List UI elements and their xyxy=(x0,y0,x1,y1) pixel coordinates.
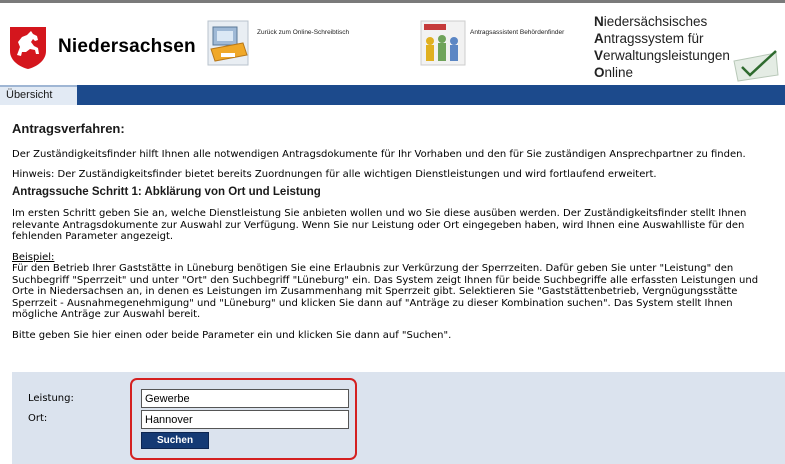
search-button[interactable]: Suchen xyxy=(141,432,209,449)
online-desk-link[interactable] xyxy=(207,19,349,67)
brand-line: iedersächsisches xyxy=(603,14,708,29)
prompt-text: Bitte geben Sie hier einen oder beide Parameter ein und klicken Sie dann auf "Suchen". xyxy=(12,329,452,341)
step-text: Im ersten Schritt geben Sie an, welche Dienstleistung Sie anbieten wollen und wo Sie diese ausüben werden. Der Zuständigkeitsfinder stellt Ihnen relevante Antragsdokumente zur Auswahl zur Verfügung. Wenn Sie nur Leistung oder Ort eingegeben haben, wird Ihnen eine Auswahlliste für den fehlenden Parameter angezeigt. xyxy=(12,208,747,242)
logo-text: Niedersachsen xyxy=(58,36,196,57)
leistung-input[interactable] xyxy=(141,389,349,408)
checkmark-icon xyxy=(728,49,782,83)
page-title: Antragsverfahren: xyxy=(12,121,125,136)
header xyxy=(0,3,785,83)
brand-line: erwaltungsleistungen xyxy=(603,48,730,63)
example-text: Für den Betrieb Ihrer Gaststätte in Lüneburg benötigen Sie eine Erlaubnis zur Verkürzung der Sperrzeiten. Dafür geben Sie unter "Leistung" den Suchbegriff "Sperrzeit" und unter "Ort" den Suchbegriff "Lüneburg" ein. Das System zeigt Ihnen für beide Suchbegriffe alle erfassten Leistungen und Orte in Niedersachsen an, in denen es Leistungen im Zusammenhang mit Sperrzeit gibt. Selektieren Sie "Gaststättenbetrieb, Vergnügungsstätte Sperrzeit - Ausnahmegenehmigung" und "Lüneburg" und klicken Sie dann auf "Anträge zu dieser Kombination suchen". Das System stellt Ihnen mögliche Anträge zur Auswahl bereit. xyxy=(12,263,759,320)
system-brand xyxy=(594,13,730,81)
main-content xyxy=(12,123,777,350)
brand-initial: O xyxy=(594,65,605,80)
nav-bar xyxy=(0,85,785,105)
online-desk-label: Zurück zum Online-Schreibtisch xyxy=(257,29,350,36)
brand-initial: V xyxy=(594,48,604,63)
example-title: Beispiel: xyxy=(12,251,55,263)
horse-crest-icon xyxy=(8,25,48,69)
online-desk-icon xyxy=(207,19,249,67)
search-form-panel xyxy=(12,372,785,464)
step-title: Antragssuche Schritt 1: Abklärung von Ort und Leistung xyxy=(12,185,321,198)
brand-line: nline xyxy=(604,65,634,80)
ort-input[interactable] xyxy=(141,410,349,429)
brand-initial: A xyxy=(594,31,604,46)
brand-initial: N xyxy=(594,14,604,29)
intro-text: Der Zuständigkeitsfinder hilft Ihnen alle notwendigen Antragsdokumente für Ihr Vorhaben und den für Sie zuständigen Ansprechpartner zu finden. xyxy=(12,148,746,160)
authority-finder-icon xyxy=(420,19,466,67)
niedersachsen-logo[interactable] xyxy=(8,25,196,69)
brand-line: ntragssystem für xyxy=(603,31,704,46)
ort-label: Ort: xyxy=(28,413,48,424)
authority-finder-label: Antragsassistent Behördenfinder xyxy=(470,29,565,36)
authority-finder-link[interactable] xyxy=(420,19,564,67)
tab-overview[interactable]: Übersicht xyxy=(0,85,77,105)
hint-text: Hinweis: Der Zuständigkeitsfinder bietet bereits Zuordnungen für alle wichtigen Dienstleistungen und wird fortlaufend erweitert. xyxy=(12,169,657,180)
leistung-label: Leistung: xyxy=(28,393,74,404)
